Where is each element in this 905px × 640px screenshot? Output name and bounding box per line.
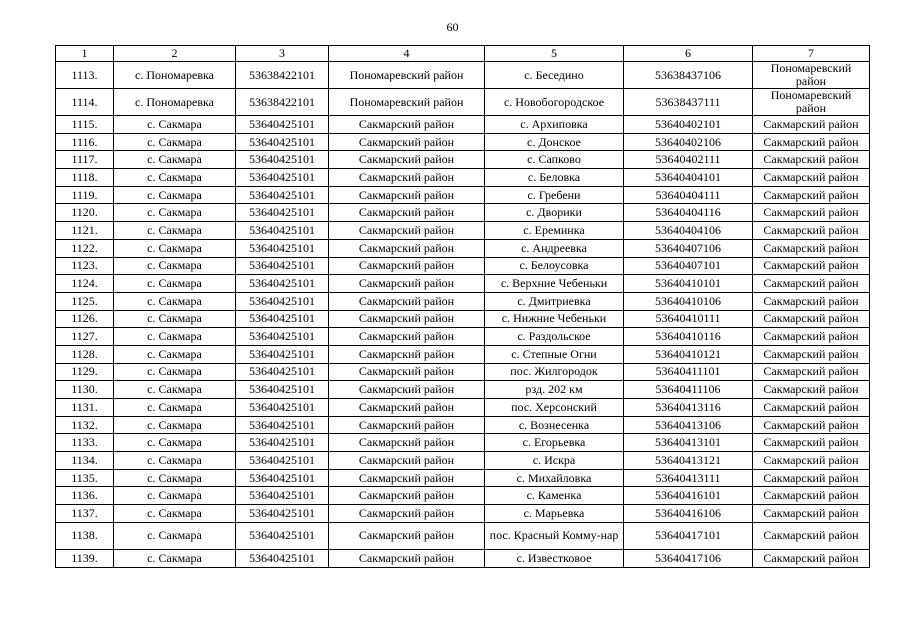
cell-destination-district: Сакмарский район xyxy=(753,549,870,567)
cell-origin-district: Сакмарский район xyxy=(329,151,485,169)
cell-destination-district: Сакмарский район xyxy=(753,186,870,204)
cell-origin-oktmo: 53640425101 xyxy=(236,345,329,363)
cell-origin-settlement: с. Сакмара xyxy=(114,416,236,434)
cell-row-number: 1134. xyxy=(56,452,114,470)
cell-origin-district: Сакмарский район xyxy=(329,363,485,381)
cell-origin-settlement: с. Сакмара xyxy=(114,522,236,549)
cell-origin-district: Сакмарский район xyxy=(329,399,485,417)
cell-destination-settlement: с. Верхние Чебеньки xyxy=(485,275,624,293)
table-row xyxy=(56,363,870,381)
cell-origin-district: Сакмарский район xyxy=(329,328,485,346)
table-row xyxy=(56,292,870,310)
cell-destination-district: Сакмарский район xyxy=(753,381,870,399)
table-row xyxy=(56,257,870,275)
cell-origin-district: Сакмарский район xyxy=(329,469,485,487)
cell-origin-settlement: с. Сакмара xyxy=(114,116,236,134)
cell-origin-district: Сакмарский район xyxy=(329,186,485,204)
cell-destination-oktmo: 53640410111 xyxy=(624,310,753,328)
table-row xyxy=(56,239,870,257)
table-row xyxy=(56,133,870,151)
cell-destination-settlement: с. Михайловка xyxy=(485,469,624,487)
cell-row-number: 1124. xyxy=(56,275,114,293)
cell-origin-oktmo: 53640425101 xyxy=(236,310,329,328)
cell-destination-settlement: рзд. 202 км xyxy=(485,381,624,399)
table-row xyxy=(56,505,870,523)
cell-origin-settlement: с. Пономаревка xyxy=(114,62,236,89)
cell-origin-oktmo: 53640425101 xyxy=(236,328,329,346)
cell-destination-district: Сакмарский район xyxy=(753,363,870,381)
cell-destination-settlement: пос. Красный Комму-нар xyxy=(485,522,624,549)
cell-origin-oktmo: 53640425101 xyxy=(236,257,329,275)
cell-row-number: 1138. xyxy=(56,522,114,549)
cell-origin-oktmo: 53640425101 xyxy=(236,292,329,310)
cell-origin-settlement: с. Сакмара xyxy=(114,434,236,452)
cell-origin-district: Сакмарский район xyxy=(329,204,485,222)
cell-origin-oktmo: 53640425101 xyxy=(236,186,329,204)
cell-origin-district: Сакмарский район xyxy=(329,257,485,275)
cell-destination-district: Сакмарский район xyxy=(753,469,870,487)
cell-destination-district: Сакмарский район xyxy=(753,416,870,434)
cell-row-number: 1117. xyxy=(56,151,114,169)
cell-origin-oktmo: 53640425101 xyxy=(236,133,329,151)
cell-destination-settlement: с. Гребени xyxy=(485,186,624,204)
cell-destination-oktmo: 53640417106 xyxy=(624,549,753,567)
cell-destination-settlement: с. Ереминка xyxy=(485,222,624,240)
cell-destination-district: Сакмарский район xyxy=(753,151,870,169)
table-row xyxy=(56,151,870,169)
cell-destination-district: Пономаревский район xyxy=(753,62,870,89)
table-row xyxy=(56,62,870,89)
cell-origin-settlement: с. Сакмара xyxy=(114,328,236,346)
cell-destination-oktmo: 53640413121 xyxy=(624,452,753,470)
cell-origin-settlement: с. Сакмара xyxy=(114,310,236,328)
cell-row-number: 1137. xyxy=(56,505,114,523)
cell-destination-oktmo: 53640410106 xyxy=(624,292,753,310)
cell-row-number: 1135. xyxy=(56,469,114,487)
cell-destination-oktmo: 53640402111 xyxy=(624,151,753,169)
cell-destination-district: Сакмарский район xyxy=(753,310,870,328)
cell-destination-oktmo: 53638437111 xyxy=(624,89,753,116)
cell-origin-district: Сакмарский район xyxy=(329,239,485,257)
table-row xyxy=(56,549,870,567)
cell-destination-settlement: с. Раздольское xyxy=(485,328,624,346)
cell-row-number: 1128. xyxy=(56,345,114,363)
cell-row-number: 1125. xyxy=(56,292,114,310)
header-cell-origin-settlement: 2 xyxy=(114,46,236,62)
header-cell-origin-oktmo: 3 xyxy=(236,46,329,62)
cell-destination-district: Сакмарский район xyxy=(753,275,870,293)
cell-origin-district: Сакмарский район xyxy=(329,549,485,567)
cell-destination-district: Сакмарский район xyxy=(753,169,870,187)
cell-origin-oktmo: 53640425101 xyxy=(236,434,329,452)
cell-origin-oktmo: 53640425101 xyxy=(236,204,329,222)
header-cell-destination-oktmo: 6 xyxy=(624,46,753,62)
cell-destination-settlement: с. Дворики xyxy=(485,204,624,222)
table-row xyxy=(56,275,870,293)
cell-origin-oktmo: 53640425101 xyxy=(236,469,329,487)
cell-destination-oktmo: 53640411101 xyxy=(624,363,753,381)
cell-row-number: 1116. xyxy=(56,133,114,151)
cell-row-number: 1123. xyxy=(56,257,114,275)
cell-destination-oktmo: 53640416106 xyxy=(624,505,753,523)
cell-origin-oktmo: 53640425101 xyxy=(236,399,329,417)
cell-destination-settlement: с. Архиповка xyxy=(485,116,624,134)
cell-row-number: 1115. xyxy=(56,116,114,134)
header-cell-destination-district: 7 xyxy=(753,46,870,62)
cell-destination-oktmo: 53640404111 xyxy=(624,186,753,204)
table-row xyxy=(56,204,870,222)
cell-origin-oktmo: 53640425101 xyxy=(236,452,329,470)
cell-origin-district: Сакмарский район xyxy=(329,222,485,240)
cell-origin-oktmo: 53640425101 xyxy=(236,363,329,381)
cell-destination-oktmo: 53640404106 xyxy=(624,222,753,240)
cell-destination-settlement: с. Марьевка xyxy=(485,505,624,523)
cell-origin-settlement: с. Сакмара xyxy=(114,469,236,487)
cell-destination-district: Сакмарский район xyxy=(753,505,870,523)
cell-origin-district: Сакмарский район xyxy=(329,292,485,310)
cell-origin-settlement: с. Сакмара xyxy=(114,257,236,275)
cell-origin-oktmo: 53638422101 xyxy=(236,62,329,89)
cell-destination-district: Сакмарский район xyxy=(753,292,870,310)
cell-origin-settlement: с. Сакмара xyxy=(114,204,236,222)
cell-origin-settlement: с. Сакмара xyxy=(114,487,236,505)
cell-destination-district: Сакмарский район xyxy=(753,452,870,470)
cell-row-number: 1118. xyxy=(56,169,114,187)
cell-origin-settlement: с. Сакмара xyxy=(114,292,236,310)
cell-row-number: 1127. xyxy=(56,328,114,346)
cell-destination-oktmo: 53640410101 xyxy=(624,275,753,293)
cell-destination-district: Сакмарский район xyxy=(753,204,870,222)
cell-row-number: 1131. xyxy=(56,399,114,417)
cell-destination-oktmo: 53640410116 xyxy=(624,328,753,346)
cell-origin-settlement: с. Сакмара xyxy=(114,133,236,151)
cell-destination-settlement: с. Андреевка xyxy=(485,239,624,257)
cell-row-number: 1129. xyxy=(56,363,114,381)
header-cell-origin-district: 4 xyxy=(329,46,485,62)
cell-origin-settlement: с. Сакмара xyxy=(114,505,236,523)
cell-destination-oktmo: 53640407106 xyxy=(624,239,753,257)
cell-origin-district: Сакмарский район xyxy=(329,452,485,470)
cell-destination-oktmo: 53640413101 xyxy=(624,434,753,452)
cell-destination-district: Сакмарский район xyxy=(753,222,870,240)
header-cell-row-number: 1 xyxy=(56,46,114,62)
cell-destination-settlement: с. Новобогородское xyxy=(485,89,624,116)
table-row xyxy=(56,310,870,328)
cell-origin-oktmo: 53640425101 xyxy=(236,116,329,134)
header-row xyxy=(56,46,870,62)
cell-row-number: 1136. xyxy=(56,487,114,505)
cell-destination-oktmo: 53640411106 xyxy=(624,381,753,399)
cell-origin-settlement: с. Сакмара xyxy=(114,275,236,293)
cell-row-number: 1122. xyxy=(56,239,114,257)
table-row xyxy=(56,522,870,549)
cell-destination-district: Сакмарский район xyxy=(753,345,870,363)
cell-destination-settlement: с. Вознесенка xyxy=(485,416,624,434)
table-row xyxy=(56,416,870,434)
cell-destination-district: Сакмарский район xyxy=(753,399,870,417)
cell-origin-oktmo: 53640425101 xyxy=(236,239,329,257)
cell-destination-oktmo: 53640413111 xyxy=(624,469,753,487)
cell-destination-settlement: пос. Херсонский xyxy=(485,399,624,417)
cell-origin-district: Сакмарский район xyxy=(329,169,485,187)
cell-origin-oktmo: 53640425101 xyxy=(236,522,329,549)
cell-destination-district: Сакмарский район xyxy=(753,522,870,549)
cell-origin-district: Сакмарский район xyxy=(329,505,485,523)
table-body xyxy=(56,46,870,568)
cell-destination-oktmo: 53640402101 xyxy=(624,116,753,134)
cell-destination-settlement: с. Донское xyxy=(485,133,624,151)
cell-destination-settlement: с. Дмитриевка xyxy=(485,292,624,310)
cell-origin-district: Пономаревский район xyxy=(329,62,485,89)
cell-destination-settlement: с. Нижние Чебеньки xyxy=(485,310,624,328)
cell-origin-district: Сакмарский район xyxy=(329,133,485,151)
cell-destination-oktmo: 53638437106 xyxy=(624,62,753,89)
cell-origin-district: Сакмарский район xyxy=(329,487,485,505)
table-row xyxy=(56,469,870,487)
table-row xyxy=(56,186,870,204)
cell-origin-settlement: с. Сакмара xyxy=(114,239,236,257)
cell-row-number: 1126. xyxy=(56,310,114,328)
cell-origin-district: Сакмарский район xyxy=(329,381,485,399)
cell-destination-oktmo: 53640407101 xyxy=(624,257,753,275)
cell-origin-oktmo: 53640425101 xyxy=(236,549,329,567)
cell-origin-oktmo: 53640425101 xyxy=(236,169,329,187)
cell-row-number: 1113. xyxy=(56,62,114,89)
cell-row-number: 1132. xyxy=(56,416,114,434)
cell-destination-district: Сакмарский район xyxy=(753,257,870,275)
cell-destination-settlement: с. Каменка xyxy=(485,487,624,505)
settlements-table xyxy=(55,45,870,568)
cell-destination-oktmo: 53640413116 xyxy=(624,399,753,417)
table-row xyxy=(56,328,870,346)
table-row xyxy=(56,116,870,134)
table-row xyxy=(56,345,870,363)
cell-origin-oktmo: 53640425101 xyxy=(236,151,329,169)
table-row xyxy=(56,452,870,470)
cell-destination-district: Сакмарский район xyxy=(753,487,870,505)
cell-origin-oktmo: 53640425101 xyxy=(236,416,329,434)
cell-row-number: 1133. xyxy=(56,434,114,452)
cell-row-number: 1121. xyxy=(56,222,114,240)
cell-destination-settlement: с. Сапково xyxy=(485,151,624,169)
cell-destination-oktmo: 53640416101 xyxy=(624,487,753,505)
table-row xyxy=(56,89,870,116)
table-row xyxy=(56,434,870,452)
cell-origin-settlement: с. Сакмара xyxy=(114,186,236,204)
cell-row-number: 1139. xyxy=(56,549,114,567)
cell-destination-oktmo: 53640410121 xyxy=(624,345,753,363)
cell-row-number: 1130. xyxy=(56,381,114,399)
cell-destination-district: Сакмарский район xyxy=(753,239,870,257)
page-number: 60 xyxy=(446,20,459,34)
cell-destination-district: Сакмарский район xyxy=(753,328,870,346)
header-cell-destination-settlement: 5 xyxy=(485,46,624,62)
cell-row-number: 1120. xyxy=(56,204,114,222)
cell-origin-oktmo: 53640425101 xyxy=(236,222,329,240)
cell-destination-settlement: с. Беловка xyxy=(485,169,624,187)
cell-origin-oktmo: 53640425101 xyxy=(236,505,329,523)
cell-origin-settlement: с. Сакмара xyxy=(114,452,236,470)
cell-origin-district: Сакмарский район xyxy=(329,116,485,134)
cell-origin-oktmo: 53640425101 xyxy=(236,275,329,293)
cell-origin-oktmo: 53640425101 xyxy=(236,487,329,505)
cell-destination-district: Сакмарский район xyxy=(753,434,870,452)
table-row xyxy=(56,222,870,240)
cell-origin-district: Сакмарский район xyxy=(329,434,485,452)
cell-destination-settlement: с. Искра xyxy=(485,452,624,470)
cell-origin-district: Сакмарский район xyxy=(329,275,485,293)
table-row xyxy=(56,399,870,417)
cell-origin-settlement: с. Сакмара xyxy=(114,363,236,381)
cell-origin-settlement: с. Сакмара xyxy=(114,151,236,169)
cell-destination-settlement: с. Егорьевка xyxy=(485,434,624,452)
cell-destination-district: Пономаревский район xyxy=(753,89,870,116)
cell-destination-settlement: с. Белоусовка xyxy=(485,257,624,275)
cell-destination-oktmo: 53640404101 xyxy=(624,169,753,187)
table-row xyxy=(56,487,870,505)
cell-destination-district: Сакмарский район xyxy=(753,133,870,151)
cell-destination-district: Сакмарский район xyxy=(753,116,870,134)
cell-destination-oktmo: 53640417101 xyxy=(624,522,753,549)
cell-origin-settlement: с. Сакмара xyxy=(114,399,236,417)
cell-origin-district: Сакмарский район xyxy=(329,310,485,328)
cell-origin-oktmo: 53638422101 xyxy=(236,89,329,116)
cell-origin-settlement: с. Сакмара xyxy=(114,169,236,187)
table-row xyxy=(56,169,870,187)
cell-origin-district: Пономаревский район xyxy=(329,89,485,116)
cell-row-number: 1119. xyxy=(56,186,114,204)
cell-origin-district: Сакмарский район xyxy=(329,345,485,363)
cell-destination-oktmo: 53640402106 xyxy=(624,133,753,151)
cell-row-number: 1114. xyxy=(56,89,114,116)
cell-destination-settlement: с. Известковое xyxy=(485,549,624,567)
cell-origin-settlement: с. Сакмара xyxy=(114,345,236,363)
cell-origin-settlement: с. Сакмара xyxy=(114,222,236,240)
cell-origin-district: Сакмарский район xyxy=(329,416,485,434)
cell-origin-settlement: с. Сакмара xyxy=(114,381,236,399)
cell-origin-settlement: с. Сакмара xyxy=(114,549,236,567)
cell-destination-oktmo: 53640404116 xyxy=(624,204,753,222)
cell-destination-settlement: пос. Жилгородок xyxy=(485,363,624,381)
cell-origin-settlement: с. Пономаревка xyxy=(114,89,236,116)
cell-destination-settlement: с. Беседино xyxy=(485,62,624,89)
cell-origin-oktmo: 53640425101 xyxy=(236,381,329,399)
cell-origin-district: Сакмарский район xyxy=(329,522,485,549)
cell-destination-settlement: с. Степные Огни xyxy=(485,345,624,363)
cell-destination-oktmo: 53640413106 xyxy=(624,416,753,434)
table-row xyxy=(56,381,870,399)
